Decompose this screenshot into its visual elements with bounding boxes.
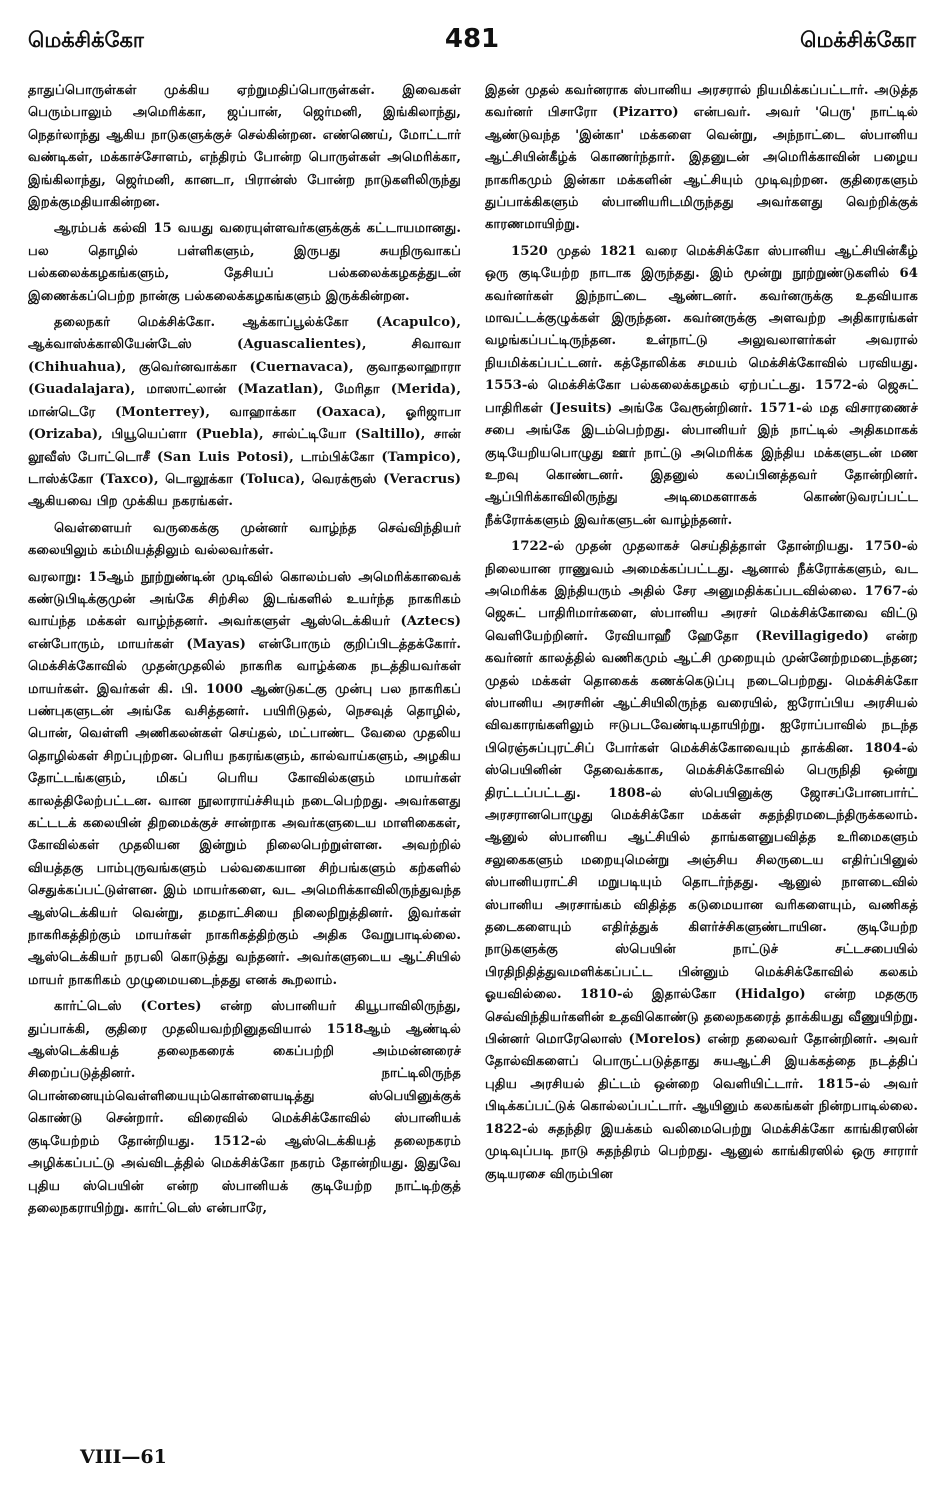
paragraph (485, 80, 918, 237)
page-header (28, 24, 916, 68)
section-heading: வரலாறு: (28, 569, 82, 585)
right-column (485, 80, 918, 1450)
paragraph-text: ஆரம்பக் கல்வி 15 வயது வரையுள்ளவர்களுக்குக் கட்டாயமானது. பல தொழில் பள்ளிகளும், இருபது சுயநிருவாகப் பல்கலைக்கழகங்களும், தேசியப் பல்கலைக்கழகத்துடன் இணைக்கப்பெற்ற நான்கு பல்கலைக்கழகங்களும் இருக்கின்றன. (28, 221, 461, 304)
paragraph (28, 996, 461, 1220)
running-head-right: மெக்சிக்கோ (800, 28, 916, 52)
paragraph-text: தலைநகர் மெக்சிக்கோ. ஆக்காப்பூல்க்கோ (Acapulco), ஆக்வாஸ்க்காலியேன்டேஸ் (Aguascalientes), சிவாவா (Chihuahua), குவெர்னவாக்கா (Cuernavaca), குவாதலாஹாரா (Guadalajara), மாஸாட்லான் (Mazatlan), மேரிதா (Merida), மான்டெரே (Monterrey), வாஹாக்கா (Oaxaca), ஓரிஜாபா (Orizaba), பியூயெப்ளா (Puebla), சால்ட்டியோ (Saltillo), சான் லூவீஸ் போட்டொசீ (San Luis Potosi), டாம்பிக்கோ (Tampico), டாஸ்க்கோ (Taxco), டொலூக்கா (Toluca), வெரக்ரூஸ் (Veracrus) ஆகியவை பிற முக்கிய நகரங்கள். (28, 315, 461, 510)
running-head-left: மெக்சிக்கோ (28, 28, 144, 52)
paragraph-text: 1722-ல் முதன் முதலாகச் செய்தித்தாள் தோன்றியது. 1750-ல் நிலையான ராணுவம் அமைக்கப்பட்டது. ஆனால் நீக்ரோக்களும், வட அமெரிக்க இந்தியரும் அதில் சேர அனுமதிக்கப்படவில்லை. 1767-ல் ஜெசுட் பாதிரிமார்களை, ஸ்பானிய அரசர் மெக்சிக்கோவை விட்டு வெளியேற்றினர். ரேவியாஹீ ஹேதோ (Revillagigedo) என்ற கவர்னர் காலத்தில் வணிகமும் ஆட்சி முறையும் முன்னேற்றமடைந்தன; முதல் மக்கள் தொகைக் கணக்கெடுப்பு நடைபெற்றது. மெக்சிக்கோ ஸ்பானிய அரசரின் ஆட்சியிலிருந்த வரையில், ஐரோப்பிய அரசியல் விவகாரங்களிலும் ஈடுபடவேண்டியதாயிற்று. ஐரோப்பாவில் நடந்த பிரெஞ்சுப்புரட்சிப் போர்கள் மெக்சிக்கோவையும் தாக்கின. 1804-ல் ஸ்பெயினின் தேவைக்காக, மெக்சிக்கோவில் பெருநிதி ஒன்று திரட்டப்பட்டது. 1808-ல் ஸ்பெயினுக்கு ஜோசப்போனபார்ட் அரசரானபொழுது மெக்சிக்கோ மக்கள் சுதந்திரமடைந்திருக்கலாம். ஆனுல் ஸ்பானிய ஆட்சியில் தாங்களனுபவித்த உரிமைகளும் சலுகைகளும் மறையுமென்று அஞ்சிய சிலருடைய எதிர்ப்பினுல் ஸ்பானியராட்சி மறுபடியும் தொடர்ந்தது. ஆனுல் நாளடைவில் ஸ்பானிய அரசாங்கம் விதித்த கடுமையான வரிகளையும், வணிகத் தடைகளையும் எதிர்த்துக் கிளர்ச்சிகளுண்டாயின. குடியேற்ற நாடுகளுக்கு ஸ்பெயின் நாட்டுச் சட்டசபையில் பிரதிநிதித்துவமளிக்கப்பட்ட பின்னும் மெக்சிக்கோவில் கலகம் ஓயவில்லை. 1810-ல் இதால்கோ (Hidalgo) என்ற மதகுரு செவ்விந்தியர்களின் உதவிகொண்டு தலைநகரைத் தாக்கியது வீணுயிற்று. பின்னர் மொரேலொஸ் (Morelos) என்ற தலைவர் தோன்றினர். அவர் தோல்விகளைப் பொருட்படுத்தாது சுயஆட்சி இயக்கத்தை நடத்திப் புதிய அரசியல் திட்டம் ஒன்றை வெளியிட்டார். 1815-ல் அவர் பிடிக்கப்பட்டுக் கொல்லப்பட்டார். ஆயினும் கலகங்கள் நின்றபாடில்லை. 1822-ல் சுதந்திர இயக்கம் வலிமைபெற்று மெக்சிக்கோ காங்கிரஸின் முடிவுப்படி நாடு சுதந்திரம் பெற்றது. ஆனுல் காங்கிரஸில் ஒரு சாரார் குடியரசை விரும்பின (485, 539, 918, 1182)
paragraph-text: வெள்ளையர் வருகைக்கு முன்னர் வாழ்ந்த செவ்விந்தியர் கலையிலும் கம்மியத்திலும் வல்லவர்கள். (28, 520, 461, 559)
left-column (28, 80, 461, 1450)
text-columns (28, 80, 918, 1450)
paragraph-text: தாதுப்பொருள்கள் முக்கிய ஏற்றுமதிப்பொருள்கள். இவைகள் பெரும்பாலும் அமெரிக்கா, ஜப்பான், ஜெர்மனி, இங்கிலாந்து, நெதர்லாந்து ஆகிய நாடுகளுக்குச் செல்கின்றன. எண்ணெய், மோட்டார் வண்டிகள், மக்காச்சோளம், எந்திரம் போன்ற பொருள்கள் அமெரிக்கா, இங்கிலாந்து, ஜெர்மனி, கானடா, பிரான்ஸ் போன்ற நாடுகளிலிருந்து இறக்குமதியாகின்றன. (28, 83, 461, 211)
paragraph (485, 241, 918, 532)
paragraph-text: கார்ட்டெஸ் (Cortes) என்ற ஸ்பானியர் கியூபாவிலிருந்து, துப்பாக்கி, குதிரை முதலியவற்றினுதவியால் 1518ஆம் ஆண்டில் ஆஸ்டெக்கியத் தலைநகரைக் கைப்பற்றி அம்மன்னரைச் சிறைப்படுத்தினர். நாட்டிலிருந்த பொன்னையும்வெள்ளியையும்கொள்ளையடித்து ஸ்பெயினுக்குக் கொண்டு சென்றார். விரைவில் மெக்சிக்கோவில் ஸ்பானியக் குடியேற்றம் தோன்றியது. 1512-ல் ஆஸ்டெக்கியத் தலைநகரம் அழிக்கப்பட்டு அவ்விடத்தில் மெக்சிக்கோ நகரம் தோன்றியது. இதுவே புதிய ஸ்பெயின் என்ற ஸ்பானியக் குடியேற்ற நாட்டிற்குத் தலைநகராயிற்று. கார்ட்டெஸ் என்பாரே, (28, 999, 461, 1216)
paragraph (28, 80, 461, 214)
paragraph (28, 218, 461, 308)
paragraph (28, 567, 461, 993)
paragraph-text: இதன் முதல் கவர்னராக ஸ்பானிய அரசரால் நியமிக்கப்பட்டார். அடுத்த கவர்னர் பிசாரோ (Pizarro) என்பவர். அவர் 'பெரு' நாட்டில் ஆண்டுவந்த 'இன்கா' மக்களை வென்று, அந்நாட்டை ஸ்பானிய ஆட்சியின்கீழ்க் கொணர்ந்தார். இதனுடன் அமெரிக்காவின் பழைய நாகரிகமும் இன்கா மக்களின் ஆட்சியும் முடிவுற்றன. குதிரைகளும் துப்பாக்கிகளும் ஸ்பானியரிடமிருந்தது அவர்களது வெற்றிக்குக் காரணமாயிற்று. (485, 83, 918, 233)
paragraph (28, 518, 461, 563)
page-number: 481 (444, 24, 500, 54)
paragraph (28, 312, 461, 514)
sheet-signature: VIII—61 (80, 1446, 167, 1468)
paragraph (485, 536, 918, 1186)
paragraph-text: 15ஆம் நூற்றுண்டின் முடிவில் கொலம்பஸ் அமெரிக்காவைக் கண்டுபிடிக்குமுன் அங்கே சிற்சில இடங்களில் உயர்ந்த நாகரிகம் வாய்ந்த மக்கள் வாழ்ந்தனர். அவர்களுள் ஆஸ்டெக்கியர் (Aztecs) என்போரும், மாயர்கள் (Mayas) என்போரும் குறிப்பிடத்தக்கோர். மெக்சிக்கோவில் முதன்முதலில் நாகரிக வாழ்க்கை நடத்தியவர்கள் மாயர்கள். இவர்கள் கி. பி. 1000 ஆண்டுகட்கு முன்பு பல நாகரிகப் பண்புகளுடன் அங்கே வசித்தனர். பயிரிடுதல், நெசவுத் தொழில், பொன், வெள்ளி அணிகலன்கள் செய்தல், மட்பாண்ட வேலை முதலிய தொழில்கள் சிறப்புற்றன. பெரிய நகரங்களும், கால்வாய்களும், அழகிய தோட்டங்களும், மிகப் பெரிய கோவில்களும் மாயர்கள் காலத்திலேற்பட்டன. வான நூலாராய்ச்சியும் நடைபெற்றது. அவர்களது கட்டடக் கலையின் திறமைக்குச் சான்றாக அவர்களுடைய மாளிகைகள், கோவில்கள் முதலியன இன்றும் நிலைபெற்றுள்ளன. அவற்றில் வியத்தகு பாம்புருவங்களும் பல்வகையான சிற்பங்களும் கற்களில் செதுக்கப்பட்டுள்ளன. இம் மாயர்களை, வட அமெரிக்காவிலிருந்துவந்த ஆஸ்டெக்கியர் வென்று, தமதாட்சியை நிலைநிறுத்தினர். இவர்கள் நாகரிகத்திற்கும் மாயர்கள் நாகரிகத்திற்கும் அதிக வேறுபாடில்லை. ஆஸ்டெக்கியர் நரபலி கொடுத்து வந்தனர். அவர்களுடைய ஆட்சியில் மாயர் நாகரிகம் முழுமையடைந்தது எனக் கூறலாம். (28, 569, 461, 988)
paragraph-text: 1520 முதல் 1821 வரை மெக்சிக்கோ ஸ்பானிய ஆட்சியின்கீழ் ஒரு குடியேற்ற நாடாக இருந்தது. இம் மூன்று நூற்றுண்டுகளில் 64 கவர்னர்கள் இந்நாட்டை ஆண்டனர். கவர்னருக்கு உதவியாக மாவட்டக்குழுக்கள் இருந்தன. கவர்னருக்கு அளவற்ற அதிகாரங்கள் வழங்கப்பட்டிருந்தன. உள்நாட்டு அலுவலாளர்கள் அவரால் நியமிக்கப்பட்டனர். கத்தோலிக்க சமயம் மெக்சிக்கோவில் பரவியது. 1553-ல் மெக்சிக்கோ பல்கலைக்கழகம் ஏற்பட்டது. 1572-ல் ஜெசுட் பாதிரிகள் (Jesuits) அங்கே வேரூன்றினர். 1571-ல் மத விசாரணைச் சபை அங்கே இடம்பெற்றது. ஸ்பானியர் இந் நாட்டில் அதிகமாகக் குடியேறியபொழுது ஊர் நாட்டு அமெரிக்க இந்திய மக்களுடன் மண உறவு கொண்டனர். இதனுல் கலப்பினத்தவர் தோன்றினர். ஆப்பிரிக்காவிலிருந்து அடிமைகளாகக் கொண்டுவரப்பட்ட நீக்ரோக்களும் இவர்களுடன் வாழ்ந்தனர். (485, 243, 918, 528)
